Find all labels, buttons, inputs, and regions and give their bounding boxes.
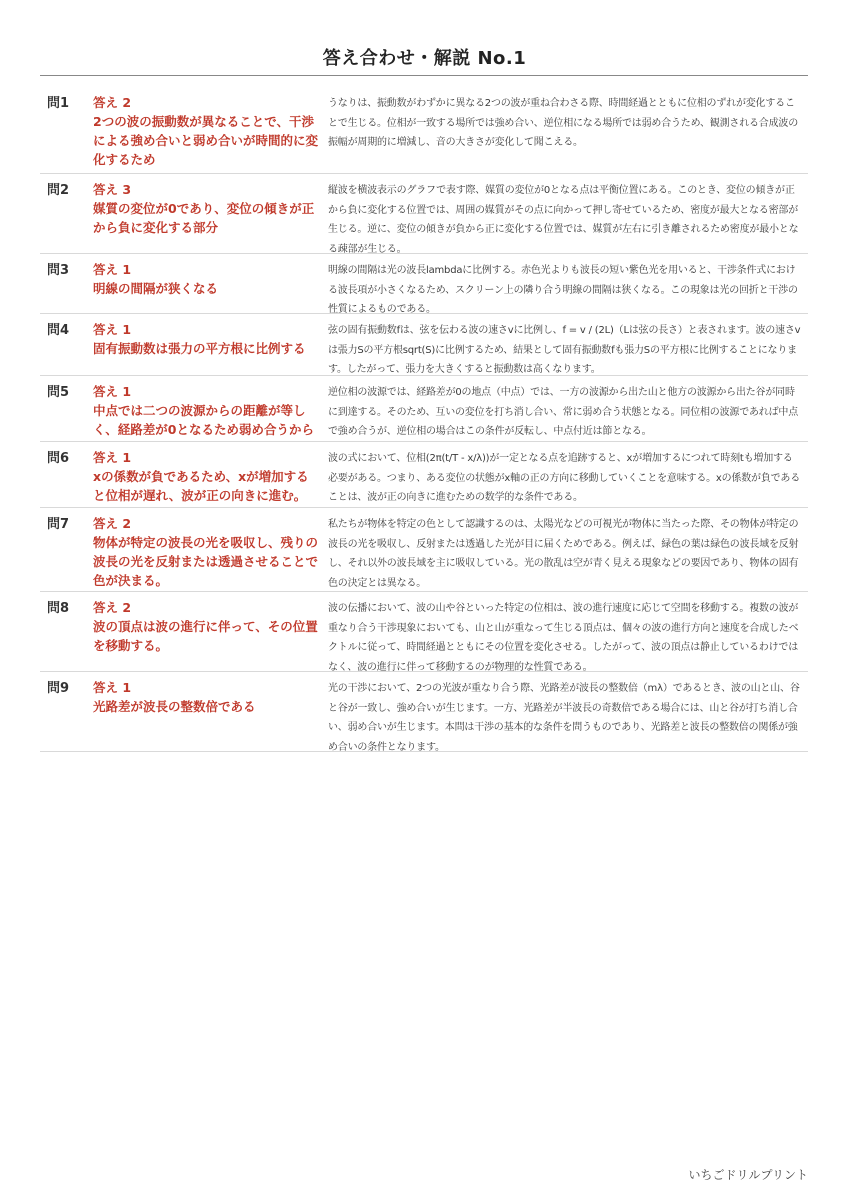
explanation-text: うなりは、振動数がわずかに異なる2つの波が重ね合わさる際、時間経過とともに位相のずれが変化することで生じる。位相が一致する場所では強め合い、逆位相になる場所では弱め合うため、観測される合成波の振幅が周期的に増減し、音の大きさが変化して聞こえる。 xyxy=(328,98,798,148)
answer-row xyxy=(40,314,808,376)
explanation-text: 光の干渉において、2つの光波が重なり合う際、光路差が波長の整数倍（mλ）であるとき、波の山と山、谷と谷が一致し、強め合いが生じます。一方、光路差が半波長の奇数倍である場合には、山と谷が打ち消し合い、弱め合いが生じます。本問は干渉の基本的な条件を問うものであり、光路差と波長の整数倍の関係が強め合いの条件となります。 xyxy=(328,683,800,753)
answer-row xyxy=(40,508,808,592)
answer-list xyxy=(40,87,808,752)
answer-label: 答え 1 xyxy=(93,384,132,399)
answer-label: 答え 2 xyxy=(93,95,132,110)
answer-row xyxy=(40,254,808,314)
answer-text: 物体が特定の波長の光を吸収し、残りの波長の光を反射または透過させることで色が決まる。 xyxy=(93,535,319,588)
question-number: 問1 xyxy=(47,96,70,111)
explanation-text: 縦波を横波表示のグラフで表す際、媒質の変位が0となる点は平衡位置にある。このとき、変位の傾きが正から負に変化する位置では、周囲の媒質がその点に向かって押し寄せているため、密度が最大となる密部が生じる。逆に、変位の傾きが負から正に変化する位置では、媒質が左右に引き離されるため密度が最小となる疎部が生じる。 xyxy=(328,185,799,255)
answer-row xyxy=(40,174,808,254)
answer-label: 答え 2 xyxy=(93,516,132,531)
answer-text: 固有振動数は張力の平方根に比例する xyxy=(93,341,306,356)
footer-brand: いちごドリルプリント xyxy=(688,1168,808,1182)
answer-cell xyxy=(90,508,320,590)
answer-cell xyxy=(90,174,320,237)
answer-label: 答え 3 xyxy=(93,182,132,197)
explanation-text: 弦の固有振動数fは、弦を伝わる波の速さvに比例し、f = v / (2L)（Lは弦の長さ）と表されます。波の速さvは張力Sの平方根sqrt(S)に比例するため、結果として固有振動数fも張力Sの平方根に比例することになります。したがって、張力を大きくすると振動数は高くなります。 xyxy=(328,325,801,375)
question-number: 問7 xyxy=(47,517,70,532)
explanation-text: 逆位相の波源では、経路差が0の地点（中点）では、一方の波源から出た山と他方の波源から出た谷が同時に到達する。そのため、互いの変位を打ち消し合い、常に弱め合う状態となる。同位相の波源であれば中点で強め合うが、逆位相の場合はこの条件が反転し、中点付近は節となる。 xyxy=(328,387,798,437)
answer-cell xyxy=(90,376,320,439)
explanation-text: 波の伝播において、波の山や谷といった特定の位相は、波の進行速度に応じて空間を移動する。複数の波が重なり合う干渉現象においても、山と山が重なって生じる頂点は、個々の波の進行方向と速度を合成したベクトルに従って、時間経過とともにその位置を変化させる。したがって、波の頂点は静止しているわけではなく、波の進行に伴って移動するのが物理的な性質である。 xyxy=(328,603,799,673)
answer-cell xyxy=(90,442,320,505)
title-divider xyxy=(40,75,808,76)
explanation-text: 私たちが物体を特定の色として認識するのは、太陽光などの可視光が物体に当たった際、その物体が特定の波長の光を吸収し、反射または透過した光が目に届くためである。例えば、緑色の葉は緑色の波長域を反射し、それ以外の波長域を主に吸収している。光の散乱は空が青く見える現象などの要因であり、物体の固有色の決定とは異なる。 xyxy=(328,519,799,589)
answer-text: 2つの波の振動数が異なることで、干渉による強め合いと弱め合いが時間的に変化するため xyxy=(93,114,319,167)
answer-label: 答え 1 xyxy=(93,262,132,277)
question-number: 問4 xyxy=(47,323,70,338)
question-number: 問9 xyxy=(47,681,70,696)
answer-row xyxy=(40,592,808,672)
answer-cell xyxy=(90,87,320,169)
answer-text: 中点では二つの波源からの距離が等しく、経路差が0となるため弱め合うから xyxy=(93,403,314,437)
answer-cell xyxy=(90,254,320,298)
question-number: 問8 xyxy=(47,601,70,616)
page-title: 答え合わせ・解説 No.1 xyxy=(322,48,527,69)
answer-label: 答え 2 xyxy=(93,600,132,615)
question-number: 問2 xyxy=(47,183,70,198)
answer-text: 明線の間隔が狭くなる xyxy=(93,281,219,296)
answer-row xyxy=(40,442,808,508)
question-number: 問5 xyxy=(47,385,70,400)
answer-label: 答え 1 xyxy=(93,450,132,465)
answer-label: 答え 1 xyxy=(93,680,132,695)
answer-cell xyxy=(90,592,320,655)
question-number: 問6 xyxy=(47,451,70,466)
answer-text: 光路差が波長の整数倍である xyxy=(93,699,256,714)
answer-row xyxy=(40,87,808,174)
answer-cell xyxy=(90,314,320,358)
answer-cell xyxy=(90,672,320,716)
answer-row xyxy=(40,376,808,442)
question-number: 問3 xyxy=(47,263,70,278)
explanation-text: 明線の間隔は光の波長lambdaに比例する。赤色光よりも波長の短い紫色光を用いると、干渉条件式における波長項が小さくなるため、スクリーン上の隣り合う明線の間隔は狭くなる。この現象は光の回折と干渉の性質によるものである。 xyxy=(328,265,798,315)
answer-text: xの係数が負であるため、xが増加すると位相が遅れ、波が正の向きに進む。 xyxy=(93,469,309,503)
answer-text: 波の頂点は波の進行に伴って、その位置を移動する。 xyxy=(93,619,318,653)
answer-text: 媒質の変位が0であり、変位の傾きが正から負に変化する部分 xyxy=(93,201,315,235)
answer-label: 答え 1 xyxy=(93,322,132,337)
answer-row xyxy=(40,672,808,752)
explanation-text: 波の式において、位相(2π(t/T - x/λ))が一定となる点を追跡すると、xが増加するにつれて時刻tも増加する必要がある。つまり、ある変位の状態がx軸の正の方向に移動していくことを意味する。xの係数が負であることは、波が正の向きに進むための数学的な条件である。 xyxy=(328,453,801,503)
